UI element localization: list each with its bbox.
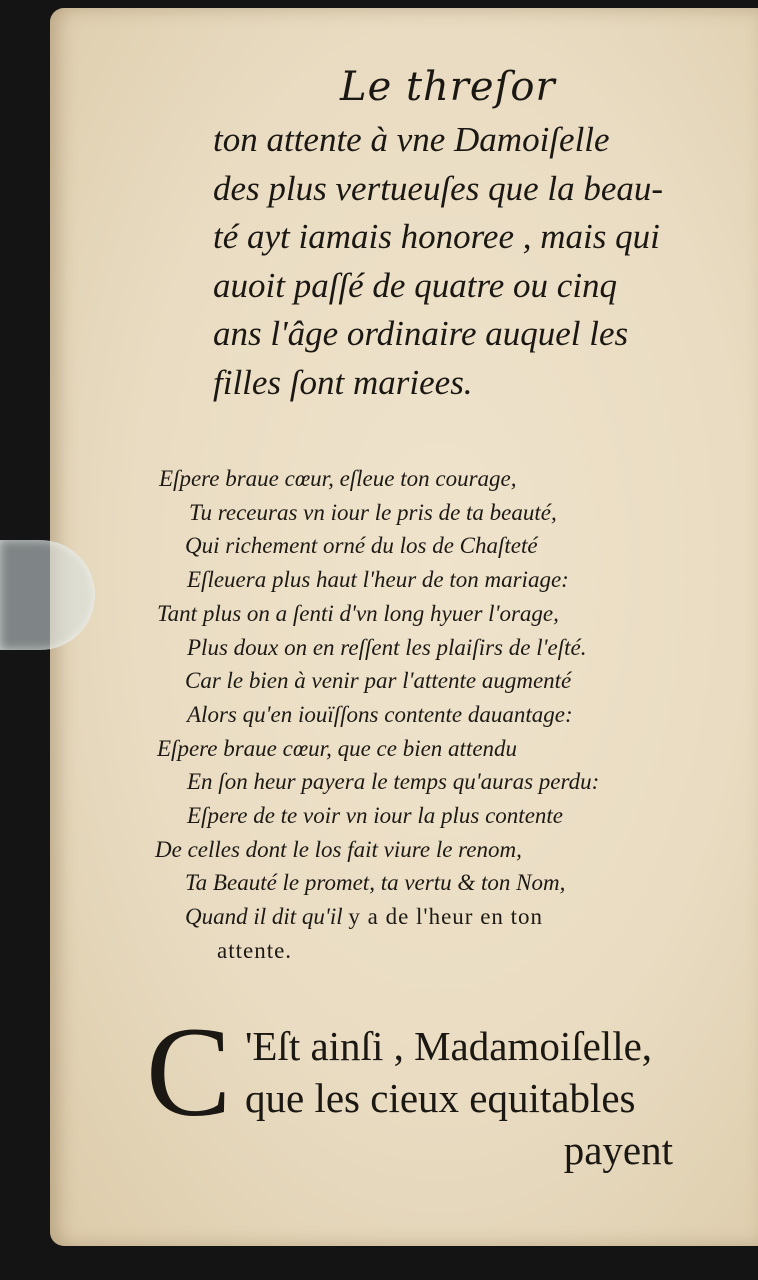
closing-paragraph [245,1020,685,1176]
verse-line: Alors qu'en iouïſſons contente dauantage: [187,701,573,727]
verse-line: Eſpere braue cœur, eſleue ton courage, [159,466,517,491]
prose-line: ton attente à vne Damoiſelle [213,120,610,159]
running-head: Le threſor [340,64,556,110]
verse-line: Ta Beauté le promet, ta vertu & ton Nom, [185,870,566,896]
verse-line: Eſleuera plus haut l'heur de ton mariage: [187,567,569,593]
closing-line: 'Eſt ainſi , Madamoiſelle, [245,1023,653,1069]
verse-line: Tu receuras vn iour le pris de ta beauté, [189,499,557,525]
closing-line: que les cieux equitables [245,1075,636,1121]
prose-line: filles ſont mariees. [213,362,473,402]
verse-poem [155,462,695,968]
verse-line: Car le bien à venir par l'attente augmenté [185,668,572,694]
verse-line: Eſpere braue cœur, que ce bien attendu [157,735,518,761]
verse-line: En ſon heur payera le temps qu'auras perdu: [187,769,600,795]
prose-paragraph [213,116,703,407]
catchword: payent [563,1127,673,1173]
verse-line: attente. [217,937,293,963]
verse-line-roman-part: y a de l'heur en ton [348,904,544,930]
verse-line: De celles dont le los fait viure le renom, [155,836,522,862]
verse-line: Qui richement orné du los de Chaſteté [185,533,538,559]
verse-line-italic-part: Quand il dit qu'il [185,904,343,930]
verse-line: Tant plus on a ſenti d'vn long hyuer l'orage, [157,600,559,626]
verse-line [155,900,695,934]
drop-cap: C [146,1001,232,1143]
verse-line: Eſpere de te voir vn iour la plus contente [187,803,563,829]
prose-line: des plus vertueuſes que la beau- [213,168,664,208]
prose-line: auoit paſſé de quatre ou cinq [213,265,618,305]
verse-line: Plus doux on en reſſent les plaiſirs de l'eſté. [187,634,587,660]
prose-line: té ayt iamais honoree , mais qui [213,217,660,256]
prose-line: ans l'âge ordinaire auquel les [213,314,629,353]
